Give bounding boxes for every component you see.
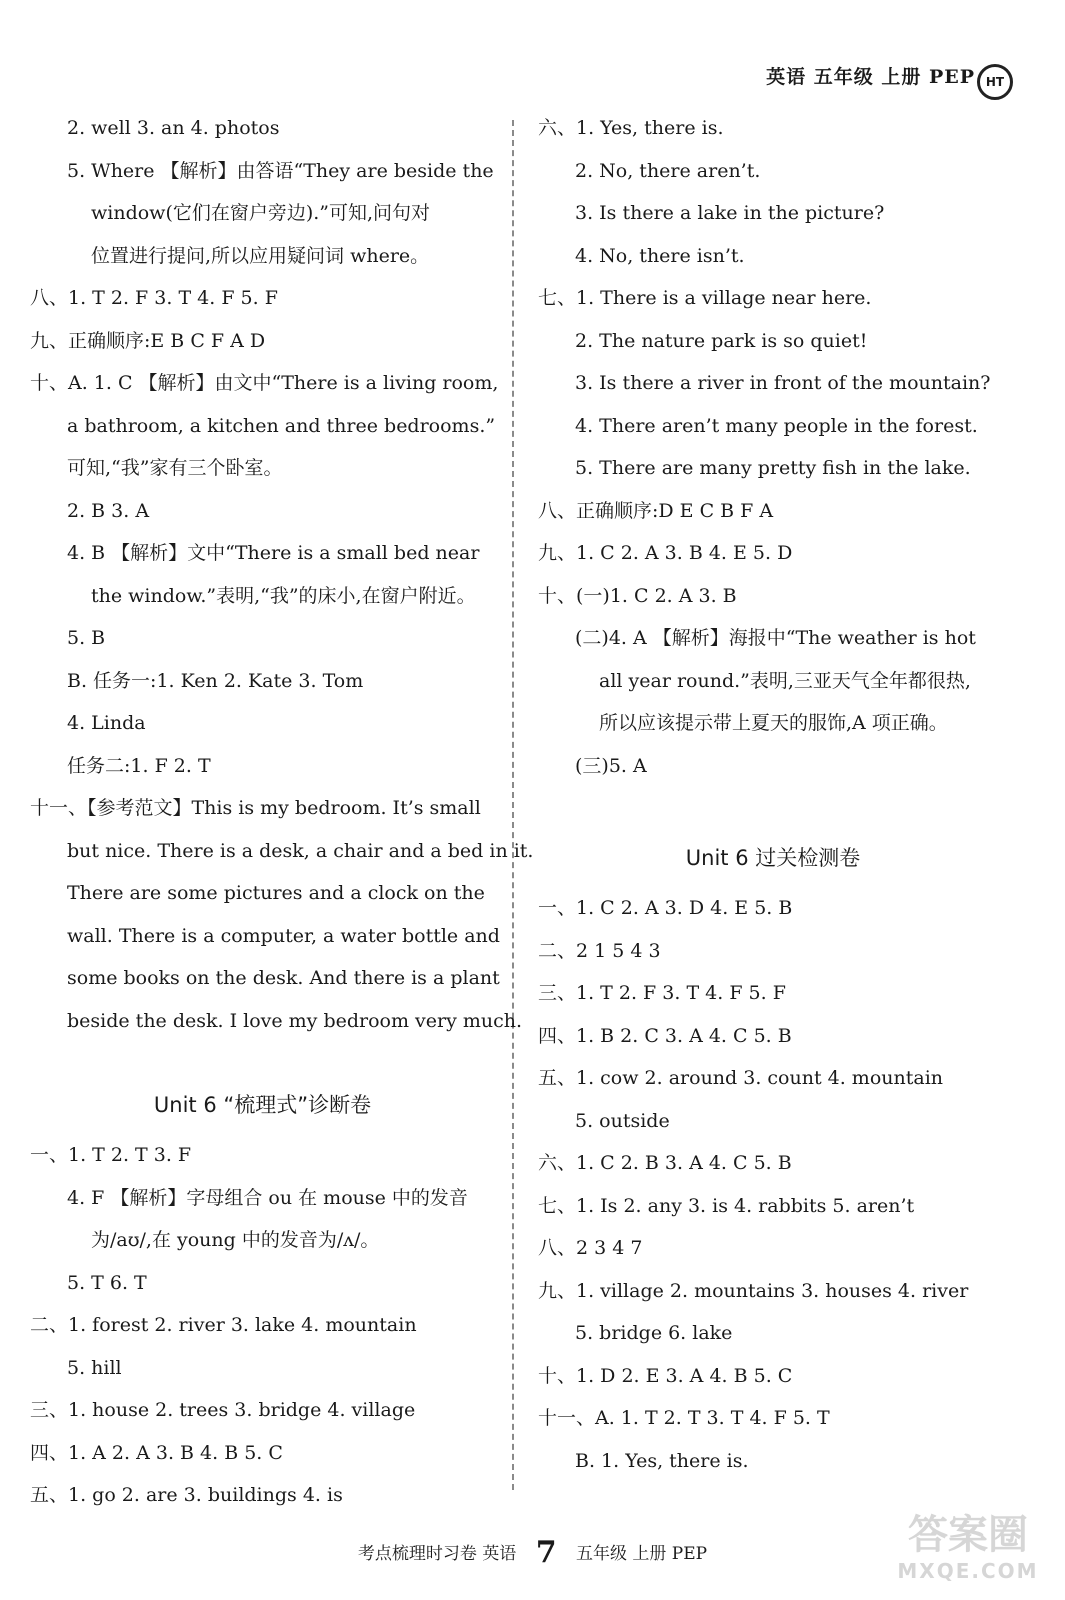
column-divider: [512, 120, 514, 1490]
answer-line: 5. Where 【解析】由答语“They are beside the: [67, 159, 494, 182]
publisher-logo-icon: HT: [977, 64, 1013, 100]
left-column: [30, 107, 534, 1517]
answer-line: 5. bridge 6. lake: [575, 1322, 733, 1344]
answer-line: 五、1. go 2. are 3. buildings 4. is: [30, 1484, 343, 1506]
answer-line: the window.”表明,“我”的床小,在窗户附近。: [91, 584, 476, 607]
answer-line: 八、2 3 4 7: [538, 1237, 643, 1259]
answer-line: (二)4. A 【解析】海报中“The weather is hot: [575, 627, 976, 649]
answer-line: 5. hill: [67, 1356, 122, 1379]
right-answers-block-2: [538, 887, 1008, 1482]
section-title-diagnosis: Unit 6 “梳理式”诊断卷: [153, 1093, 372, 1117]
answer-line: 四、1. A 2. A 3. B 4. B 5. C: [30, 1441, 283, 1464]
answer-line: 一、1. C 2. A 3. D 4. E 5. B: [538, 897, 793, 919]
answer-line: 五、1. cow 2. around 3. count 4. mountain: [538, 1067, 944, 1089]
answer-line: window(它们在窗户旁边).”可知,问句对: [91, 202, 431, 224]
answer-line: 十一、【参考范文】This is my bedroom. It’s small: [30, 797, 481, 819]
answer-line: 为/aʊ/,在 young 中的发音为/ʌ/。: [91, 1229, 380, 1251]
answer-line: 三、1. house 2. trees 3. bridge 4. village: [30, 1399, 416, 1421]
answer-line: 十、1. D 2. E 3. A 4. B 5. C: [538, 1364, 793, 1387]
answer-line: (三)5. A: [575, 754, 647, 777]
answer-line: 可知,“我”家有三个卧室。: [67, 457, 283, 479]
page-header: 英语 五年级 上册 PEP: [766, 66, 975, 88]
answer-line: 3. Is there a lake in the picture?: [575, 202, 885, 224]
answer-line: 七、1. There is a village near here.: [538, 287, 872, 309]
answer-line: 十、A. 1. C 【解析】由文中“There is a living room,: [30, 372, 499, 394]
section-title-checkpoint: Unit 6 过关检测卷: [685, 846, 861, 870]
answer-line: 九、正确顺序:E B C F A D: [30, 329, 266, 352]
answer-line: 二、1. forest 2. river 3. lake 4. mountain: [30, 1314, 417, 1336]
answer-line: beside the desk. I love my bedroom very much.: [67, 1009, 523, 1032]
answer-line: 九、1. village 2. mountains 3. houses 4. river: [538, 1279, 969, 1302]
page-number: 7: [535, 1535, 557, 1570]
watermark-url: MXQE.COM: [897, 1559, 1039, 1583]
answer-line: 5. There are many pretty fish in the lake.: [575, 457, 971, 479]
answer-line: 三、1. T 2. F 3. T 4. F 5. F: [538, 982, 786, 1004]
answer-line: 2. B 3. A: [67, 499, 150, 522]
watermark: [883, 1512, 1053, 1592]
answer-line: 5. B: [67, 627, 106, 649]
answer-line: 4. F 【解析】字母组合 ou 在 mouse 中的发音: [67, 1186, 468, 1209]
answer-line: 4. There aren’t many people in the forest.: [575, 414, 978, 437]
answer-line: 3. Is there a river in front of the mountain?: [575, 372, 991, 394]
answer-line: 十、(一)1. C 2. A 3. B: [538, 584, 737, 607]
answer-line: 一、1. T 2. T 3. F: [30, 1144, 192, 1166]
left-answers-block-1: [30, 107, 534, 1042]
answer-line: 八、正确顺序:D E C B F A: [538, 499, 774, 522]
answer-line: 六、1. C 2. B 3. A 4. C 5. B: [538, 1152, 792, 1174]
footer-book-title: 考点梳理时习卷 英语: [357, 1544, 517, 1564]
answer-line: B. 任务一:1. Ken 2. Kate 3. Tom: [67, 669, 364, 692]
answer-line: 所以应该提示带上夏天的服饰,A 项正确。: [599, 712, 948, 734]
left-answers-block-2: [30, 1134, 495, 1517]
right-column: [538, 107, 1008, 1482]
answer-line: There are some pictures and a clock on the: [67, 882, 485, 904]
answer-line: 5. outside: [575, 1109, 670, 1132]
answer-line: some books on the desk. And there is a plant: [67, 967, 500, 989]
answer-line: 六、1. Yes, there is.: [538, 117, 724, 139]
answer-line: 四、1. B 2. C 3. A 4. C 5. B: [538, 1024, 792, 1047]
answer-line: 位置进行提问,所以应用疑问词 where。: [91, 244, 430, 267]
answer-line: 十一、A. 1. T 2. T 3. T 4. F 5. T: [538, 1407, 830, 1429]
answer-line: 二、2 1 5 4 3: [538, 939, 661, 962]
answer-line: 2. well 3. an 4. photos: [67, 117, 280, 139]
answer-line: 七、1. Is 2. any 3. is 4. rabbits 5. aren’t: [538, 1194, 915, 1217]
right-answers-block-1: [538, 107, 1008, 787]
answer-line: all year round.”表明,三亚天气全年都很热,: [599, 669, 971, 692]
answer-line: 4. No, there isn’t.: [575, 244, 745, 267]
answer-line: 4. Linda: [67, 712, 146, 734]
answer-line: wall. There is a computer, a water bottle and: [67, 924, 500, 947]
answer-line: B. 1. Yes, there is.: [575, 1449, 749, 1472]
answer-line: a bathroom, a kitchen and three bedrooms.”: [67, 414, 496, 437]
answer-line: 八、1. T 2. F 3. T 4. F 5. F: [30, 287, 278, 309]
answer-line: 4. B 【解析】文中“There is a small bed near: [67, 542, 480, 564]
answer-line: 2. The nature park is so quiet!: [575, 329, 868, 352]
answer-line: 任务二:1. F 2. T: [67, 754, 211, 777]
answer-line: 九、1. C 2. A 3. B 4. E 5. D: [538, 542, 793, 564]
answer-line: 2. No, there aren’t.: [575, 159, 761, 182]
answer-line: 5. T 6. T: [67, 1271, 147, 1294]
answer-line: but nice. There is a desk, a chair and a bed in it.: [67, 839, 534, 862]
footer-grade: 五年级 上册 PEP: [575, 1544, 708, 1564]
watermark-logo-text: 答案圈: [908, 1512, 1028, 1558]
